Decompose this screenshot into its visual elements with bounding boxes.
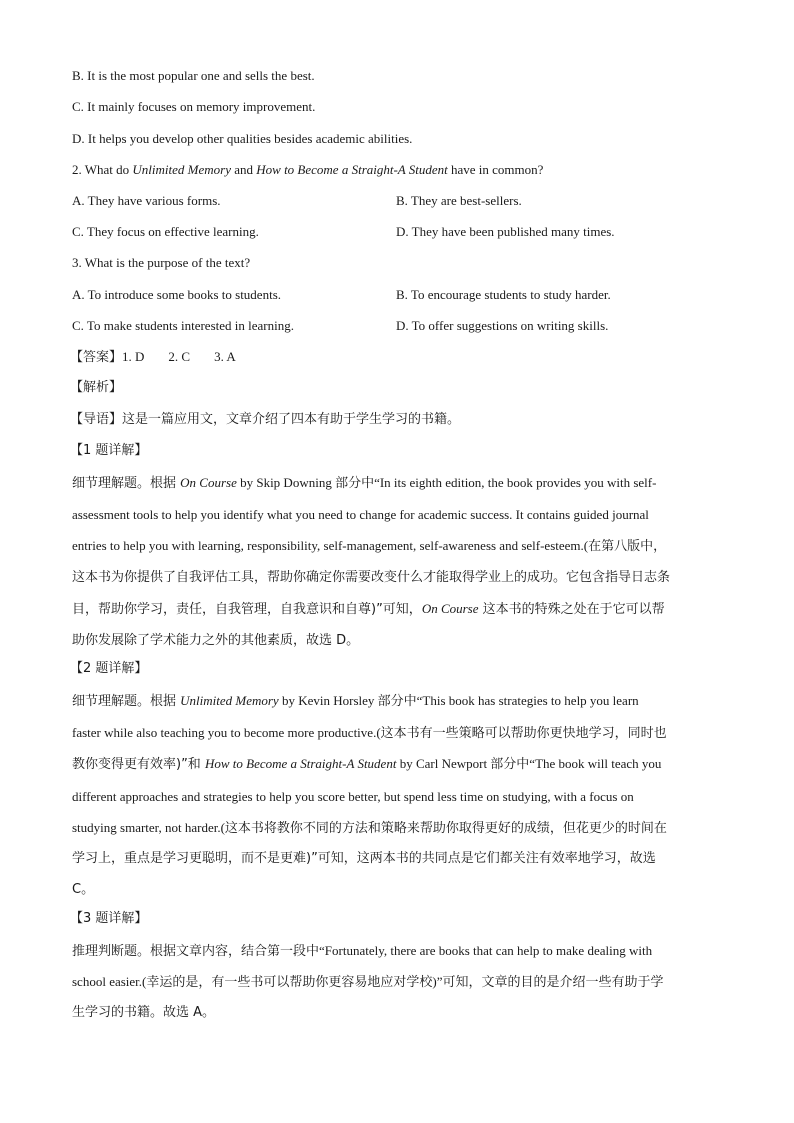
guide-text: 【导语】这是一篇应用文，文章介绍了四本有助于学生学习的书籍。 (70, 412, 461, 427)
q3-option-b: B. To encourage students to study harder. (396, 287, 611, 302)
q2-stem-prefix: 2. What do (72, 162, 133, 177)
answer-line (70, 347, 236, 368)
d1-line-4: 这本书为你提供了自我评估工具，帮助你确定你需要改变什么才能取得学业上的成功。它包含指导日志条 (72, 569, 671, 585)
answer-3: 3. A (214, 349, 236, 364)
q2-book2-title: How to Become a Straight-A Student (256, 162, 448, 177)
d1-line-1b: by Skip Downing 部分中“In its eighth edition, the book provides you with self- (236, 475, 657, 490)
q2-option-b: B. They are best-sellers. (396, 193, 522, 208)
q2-option-d: D. They have been published many times. (396, 224, 615, 239)
d1-line-2: assessment tools to help you identify what you need to change for academic success. It contains guided journal (72, 507, 649, 523)
q2-option-a: A. They have various forms. (72, 193, 221, 208)
d2-paragraph (72, 685, 724, 905)
d2-line-7: C。 (72, 882, 95, 898)
d1-line-6: 助你发展除了学术能力之外的其他素质，故选 D。 (72, 633, 360, 649)
d1-line-5a: 目，帮助你学习，责任，自我管理，自我意识和自尊)”可知， (72, 601, 422, 617)
d2-line-3b: by Carl Newport 部分中“The book will teach you (396, 756, 662, 772)
d3-paragraph (72, 935, 724, 1029)
answer-1: 1. D (122, 349, 145, 364)
q3-option-c: C. To make students interested in learning. (72, 318, 294, 333)
q3-stem: 3. What is the purpose of the text? (72, 255, 251, 270)
d3-line-1: 推理判断题。根据文章内容，结合第一段中“Fortunately, there are books that can help to make dealing with (72, 943, 653, 958)
d1-book-title-2: On Course (421, 600, 479, 616)
answer-label: 【答案】 (70, 350, 123, 365)
d3-line-2: school easier.(幸运的是，有一些书可以帮助你更容易地应对学校)”可知，文章的目的是介绍一些有助于学 (72, 974, 664, 990)
q2-stem-suffix: have in common? (447, 162, 544, 177)
d2-header: 【2 题详解】 (70, 661, 148, 676)
d2-line-5: studying smarter, not harder.(这本书将教你不同的方法和策略来帮助你取得更好的成绩，但花更少的时间在 (72, 819, 667, 835)
q1-option-b: B. It is the most popular one and sells the best. (72, 68, 315, 83)
d1-line-5b: 这本书的特殊之处在于它可以帮 (478, 601, 665, 617)
q2-book1-title: Unlimited Memory (132, 162, 231, 177)
d1-book-title: On Course (180, 475, 237, 490)
q1-option-c: C. It mainly focuses on memory improvement. (72, 99, 316, 114)
d2-line-3 (72, 748, 724, 780)
q1-option-d: D. It helps you develop other qualities besides academic abilities. (72, 131, 413, 146)
d1-line-1 (72, 467, 724, 499)
d3-line-3: 生学习的书籍。故选 A。 (72, 1005, 216, 1021)
d2-line-1a: 细节理解题。根据 (72, 694, 181, 709)
q2-stem (72, 160, 543, 180)
d2-line-1 (72, 685, 724, 717)
d2-line-4: different approaches and strategies to help you score better, but spend less time on studying, with a focus on (72, 788, 634, 804)
d1-header: 【1 题详解】 (70, 443, 148, 458)
d1-line-3: entries to help you with learning, responsibility, self-management, self-awareness and self-esteem.(在第八版中， (72, 538, 667, 554)
q2-option-c: C. They focus on effective learning. (72, 224, 259, 239)
answer-2: 2. C (168, 349, 191, 364)
d1-line-1a: 细节理解题。根据 (72, 476, 181, 491)
d1-paragraph (72, 467, 724, 656)
q2-stem-and: and (230, 162, 257, 177)
d2-book2-title: How to Become a Straight-A Student (204, 756, 397, 772)
d1-line-5 (72, 593, 724, 625)
d3-header: 【3 题详解】 (70, 911, 148, 926)
d2-line-1b: by Kevin Horsley 部分中“This book has strategies to help you learn (278, 693, 639, 708)
d2-line-3a: 教你变得更有效率)”和 (72, 757, 205, 773)
q3-option-a: A. To introduce some books to students. (72, 287, 282, 302)
d2-line-6: 学习上，重点是学习更聪明，而不是更难)”可知，这两本书的共同点是它们都关注有效率地学习，故选 (72, 851, 656, 867)
analysis-label: 【解析】 (70, 380, 123, 395)
q3-option-d: D. To offer suggestions on writing skills. (396, 318, 609, 333)
d2-book1-title: Unlimited Memory (180, 693, 279, 708)
d2-line-2: faster while also teaching you to become more productive.(这本书有一些策略可以帮助你更快地学习，同时也 (72, 725, 667, 741)
